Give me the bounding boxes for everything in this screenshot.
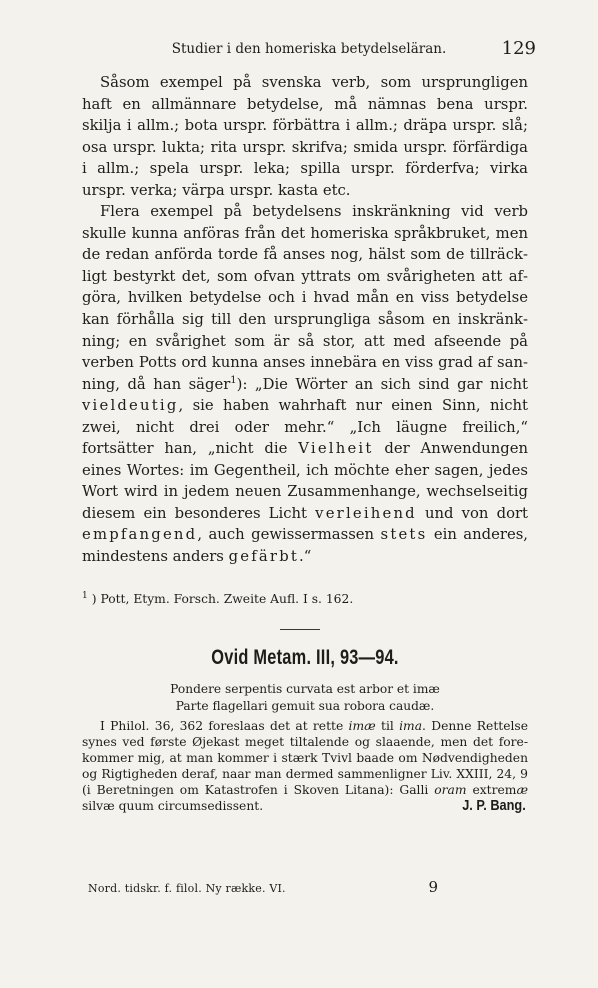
page-number: 129 <box>501 38 536 59</box>
footnote-text: ) Pott, Etym. Forsch. Zweite Aufl. I s. 162. <box>91 592 354 606</box>
paragraph-2-text: Flera exempel på betydelsens inskränkning vid verb skulle kunna anföras från det homeriska språkbruket, men de redan anförda torde få anses nog, hälst som de tillräckligt bestyrkt det, som ofvan yttrats om svårigheten att afgöra, hvilken betydelse och i hvad mån en viss betydelse kan förhålla sig till den ursprungliga såsom en inskränkning; en svårighet som är så stor, att med afseende på verben Potts ord kunna anses innebära en viss grad af sanning, då han säger <box>82 203 528 393</box>
journal-line: Nord. tidskr. f. filol. Ny række. VI. <box>88 882 286 895</box>
paragraph-2-text: und von dort <box>416 504 528 522</box>
paragraph-2-text: , sie haben wahrhaft nur einen Sinn, nicht zwei, nicht drei oder mehr.“ „Ich läugne freilich,“ fortsätter han, „nicht die <box>82 397 528 458</box>
commentary-text: . Denne Rettelse synes ved første Øjekast meget tiltalende og slaaende, men det forekommer mig, at man kommer i stærk Tvivl baade om Nødvendigheden og Rigtigheden deraf, naar man dermed sammenligner Liv. XXIII, 24, 9 (i Beretningen om Katastrofen i Skoven Litana): Galli <box>82 719 529 798</box>
paragraph-2-text: .“ <box>299 548 312 566</box>
section-heading: Ovid Metam. III, 93—94. <box>211 646 399 669</box>
emphasis-spaced: Vielheit <box>298 440 374 458</box>
commentary-text: extrem <box>466 783 517 798</box>
commentary-paragraph <box>82 718 528 815</box>
emphasis-spaced: empfangend <box>82 526 198 544</box>
running-title: Studier i den homeriska betydelseläran. <box>171 41 447 57</box>
commentary-text: I Philol. 36, 362 foreslaas det at rette <box>100 719 349 733</box>
commentary-italic: oram <box>434 783 467 798</box>
paragraph-2-text: ): „Die Wörter an sich sind gar nicht <box>236 375 528 393</box>
paragraph-1: Såsom exempel på svenska verb, som ursprungligen haft en allmännare betydelse, må nämnas bena urspr. skilja i allm.; bota urspr. förbättra i allm.; dräpa urspr. slå; osa urspr. lukta; rita urspr. skrifva; smida urspr. förfärdiga i allm.; spela urspr. leka; spilla urspr. förderfva; virka urspr. verka; värpa urspr. kasta etc. <box>82 74 528 199</box>
article-body <box>82 72 528 568</box>
commentary-italic: æ <box>516 783 528 798</box>
emphasis-spaced: vieldeutig <box>82 397 179 415</box>
verse-line: Pondere serpentis curvata est arbor et imæ <box>170 682 440 696</box>
author-signature: J. P. Bang. <box>462 797 526 814</box>
page-footer <box>88 880 438 898</box>
page-header <box>82 40 536 62</box>
section-divider <box>280 629 320 630</box>
footnote <box>82 591 528 607</box>
commentary <box>82 718 528 815</box>
verse-quotation <box>82 681 528 714</box>
commentary-italic: imæ <box>348 719 376 733</box>
paragraph-2-text: , auch gewissermassen <box>197 526 381 544</box>
paragraph-2 <box>82 201 528 567</box>
footnote-reference: 1 <box>230 374 237 386</box>
commentary-text: til <box>375 719 400 733</box>
paragraph-2-text: der Anwendungen eines Wortes: im Gegentheil, ich möchte eher sagen, jedes Wort wird in jedem neuen Zusammenhange, wechselseitig diesem ein besonderes Licht <box>82 440 529 522</box>
emphasis-spaced: stets <box>380 526 428 544</box>
verse-line: Parte flagellari gemuit sua robora caudæ. <box>175 698 435 713</box>
commentary-italic: ima <box>399 719 423 733</box>
printer-signature-mark: 9 <box>428 878 438 896</box>
commentary-text: silvæ quum circumsedissent. <box>82 799 264 814</box>
emphasis-spaced: gefärbt <box>228 548 300 566</box>
emphasis-spaced: verleihend <box>315 504 417 522</box>
paragraph-2-text: ein anderes, mindestens anders <box>82 526 529 566</box>
footnote-number: 1 <box>82 590 88 601</box>
